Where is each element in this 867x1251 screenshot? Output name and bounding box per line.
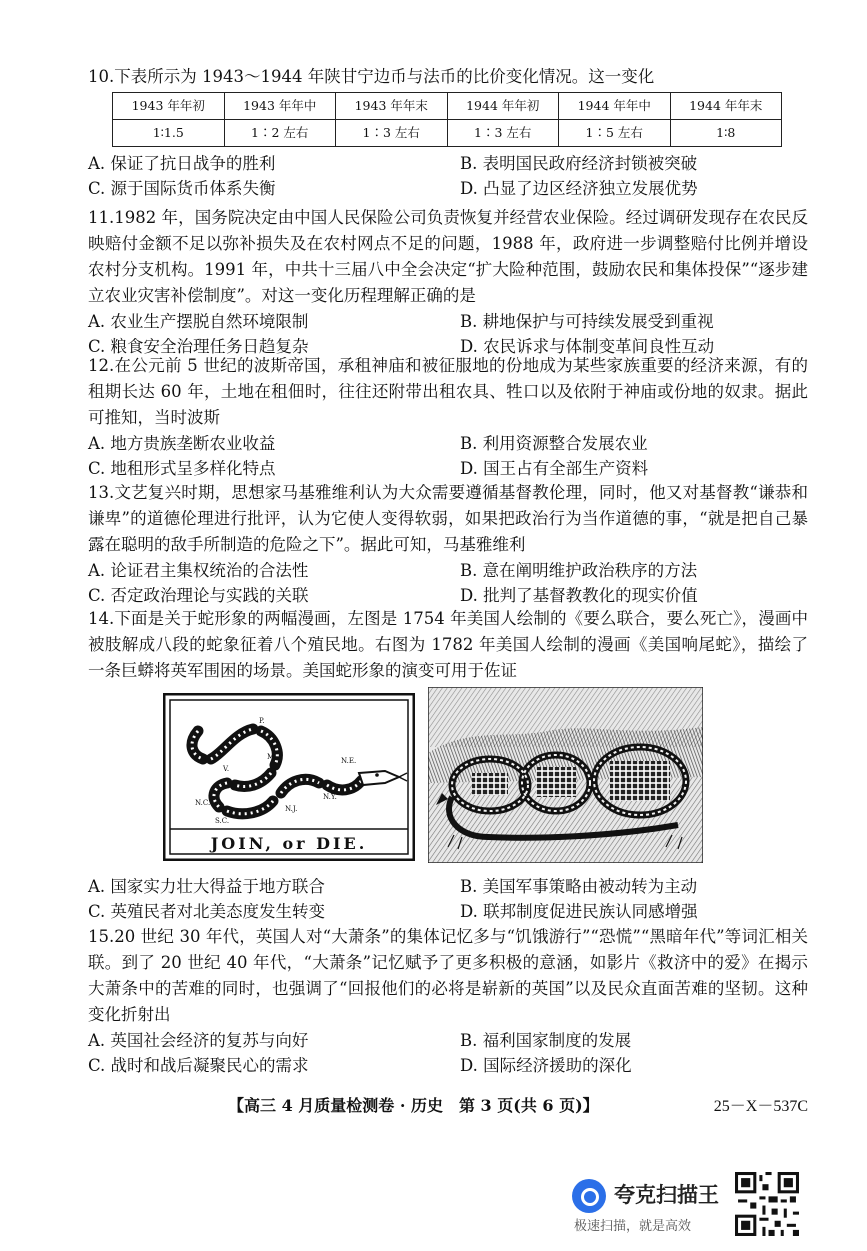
- option-d: D. 凸显了边区经济独立发展优势: [460, 179, 698, 198]
- exchange-rate-table: [112, 92, 782, 147]
- option-b: B. 表明国民政府经济封锁被突破: [460, 154, 698, 173]
- table-header-cell: 1944 年年中: [559, 93, 671, 120]
- segment-label: V.: [223, 765, 230, 773]
- option-c: C. 否定政治理论与实践的关联: [88, 586, 309, 605]
- table-cell: 1∶3 左右: [336, 120, 448, 147]
- join-or-die-cartoon: [163, 693, 415, 861]
- option-d: D. 联邦制度促进民族认同感增强: [460, 902, 698, 921]
- option-d: D. 国际经济援助的深化: [460, 1056, 632, 1075]
- question-14: [88, 606, 808, 684]
- answer-options: [88, 874, 808, 924]
- table-header-row: [113, 93, 782, 120]
- option-d: D. 批判了基督教教化的现实价值: [460, 586, 698, 605]
- table-cell: 1∶1.5: [113, 120, 225, 147]
- option-a: A. 英国社会经济的复苏与向好: [88, 1031, 309, 1050]
- segment-label: N.C.: [195, 799, 211, 807]
- question-12: [88, 353, 808, 481]
- table-header-cell: 1944 年年初: [447, 93, 559, 120]
- table-header-cell: 1943 年年末: [336, 93, 448, 120]
- option-a: A. 论证君主集权统治的合法性: [88, 561, 309, 580]
- option-b: B. 耕地保护与可持续发展受到重视: [460, 312, 714, 331]
- scanner-name: 夸克扫描王: [614, 1183, 719, 1207]
- question-15: [88, 924, 808, 1078]
- quark-logo-icon: [572, 1179, 606, 1213]
- segment-label: M.: [267, 753, 277, 761]
- question-14-options: [88, 874, 808, 924]
- option-b: B. 利用资源整合发展农业: [460, 434, 648, 453]
- segment-label: N.J.: [285, 805, 298, 813]
- option-d: D. 农民诉求与体制变革间良性互动: [460, 337, 715, 356]
- question-13: [88, 480, 808, 608]
- option-c: C. 英殖民者对北美态度发生转变: [88, 902, 326, 921]
- table-cell: 1∶2 左右: [224, 120, 336, 147]
- option-a: A. 国家实力壮大得益于地方联合: [88, 877, 325, 896]
- scanner-watermark: [572, 1175, 732, 1235]
- option-a: A. 农业生产摆脱自然环境限制: [88, 312, 309, 331]
- exam-code: 25－X－537C: [713, 1098, 808, 1115]
- question-stem: 12.在公元前 5 世纪的波斯帝国，承租神庙和被征服地的份地成为某些家族重要的经济来源，有的租期长达 60 年，土地在租佃时，往往还附带出租农具、牲口以及依附于神庙或份地的奴隶。据此可推知，当时波斯: [88, 356, 808, 427]
- answer-options: [88, 151, 808, 201]
- answer-options: [88, 1028, 808, 1078]
- option-c: C. 粮食安全治理任务日趋复杂: [88, 337, 309, 356]
- cartoon-caption: JOIN, or DIE.: [210, 834, 368, 853]
- option-a: A. 保证了抗日战争的胜利: [88, 154, 276, 173]
- question-10: [88, 64, 808, 201]
- qr-code-icon: [735, 1172, 799, 1236]
- answer-options: [88, 558, 808, 608]
- footer-title: 【高三 4 月质量检测卷 · 历史 第 3 页(共 6 页)】: [228, 1096, 599, 1115]
- option-a: A. 地方贵族垄断农业收益: [88, 434, 276, 453]
- option-b: B. 福利国家制度的发展: [460, 1031, 632, 1050]
- question-stem: 10.下表所示为 1943～1944 年陕甘宁边币与法币的比价变化情况。这一变化: [88, 67, 655, 86]
- option-c: C. 地租形式呈多样化特点: [88, 459, 276, 478]
- answer-options: [88, 431, 808, 481]
- segment-label: N.E.: [341, 757, 357, 765]
- table-header-cell: 1944 年年末: [670, 93, 782, 120]
- segment-label: N.Y.: [323, 793, 337, 801]
- segment-label: P.: [259, 717, 265, 725]
- table-cell: 1∶8: [670, 120, 782, 147]
- question-stem: 11.1982 年，国务院决定由中国人民保险公司负责恢复并经营农业保险。经过调研发现存在农民反映赔付金额不足以弥补损失及在农村网点不足的问题，1988 年，政府进一步调整赔付比例并增设农村分支机构。1991 年，中共十三届八中全会决定“扩大险种范围，鼓励农民和集体投保”“逐步建立农业灾害补偿制度”。对这一变化历程理解正确的是: [88, 208, 808, 305]
- question-stem: 15.20 世纪 30 年代，英国人对“大萧条”的集体记忆多与“饥饿游行”“恐慌”“黑暗年代”等词汇相关联。到了 20 世纪 40 年代，“大萧条”记忆赋予了更多积极的意涵，如影片《救济中的爱》在揭示大萧条中的苦难的同时，也强调了“回报他们的必将是崭新的英国”以及民众直面苦难的坚韧。这种变化折射出: [88, 927, 808, 1024]
- table-header-cell: 1943 年年初: [113, 93, 225, 120]
- question-stem: 14.下面是关于蛇形象的两幅漫画，左图是 1754 年美国人绘制的《要么联合，要么死亡》，漫画中被肢解成八段的蛇象征着八个殖民地。右图为 1782 年美国人绘制的漫画《美国响尾蛇》，描绘了一条巨蟒将英军围困的场景。美国蛇形象的演变可用于佐证: [88, 609, 808, 680]
- option-c: C. 战时和战后凝聚民心的需求: [88, 1056, 309, 1075]
- table-row: [113, 120, 782, 147]
- american-rattlesnake-cartoon: [428, 687, 703, 863]
- question-11: [88, 205, 808, 359]
- question-stem: 13.文艺复兴时期，思想家马基雅维利认为大众需要遵循基督教伦理，同时，他又对基督教“谦恭和谦卑”的道德伦理进行批评，认为它使人变得软弱，如果把政治行为当作道德的事，“就是把自己暴露在聪明的敌手所制造的危险之下”。据此可知，马基雅维利: [88, 483, 808, 554]
- answer-options: [88, 309, 808, 359]
- option-b: B. 美国军事策略由被动转为主动: [460, 877, 698, 896]
- cartoon-figures: [163, 687, 703, 865]
- segment-label: S.C.: [215, 817, 230, 825]
- scanner-slogan: 极速扫描，就是高效: [574, 1219, 692, 1234]
- option-d: D. 国王占有全部生产资料: [460, 459, 649, 478]
- option-b: B. 意在阐明维护政治秩序的方法: [460, 561, 698, 580]
- table-cell: 1∶3 左右: [447, 120, 559, 147]
- table-header-cell: 1943 年年中: [224, 93, 336, 120]
- option-c: C. 源于国际货币体系失衡: [88, 179, 276, 198]
- table-cell: 1∶5 左右: [559, 120, 671, 147]
